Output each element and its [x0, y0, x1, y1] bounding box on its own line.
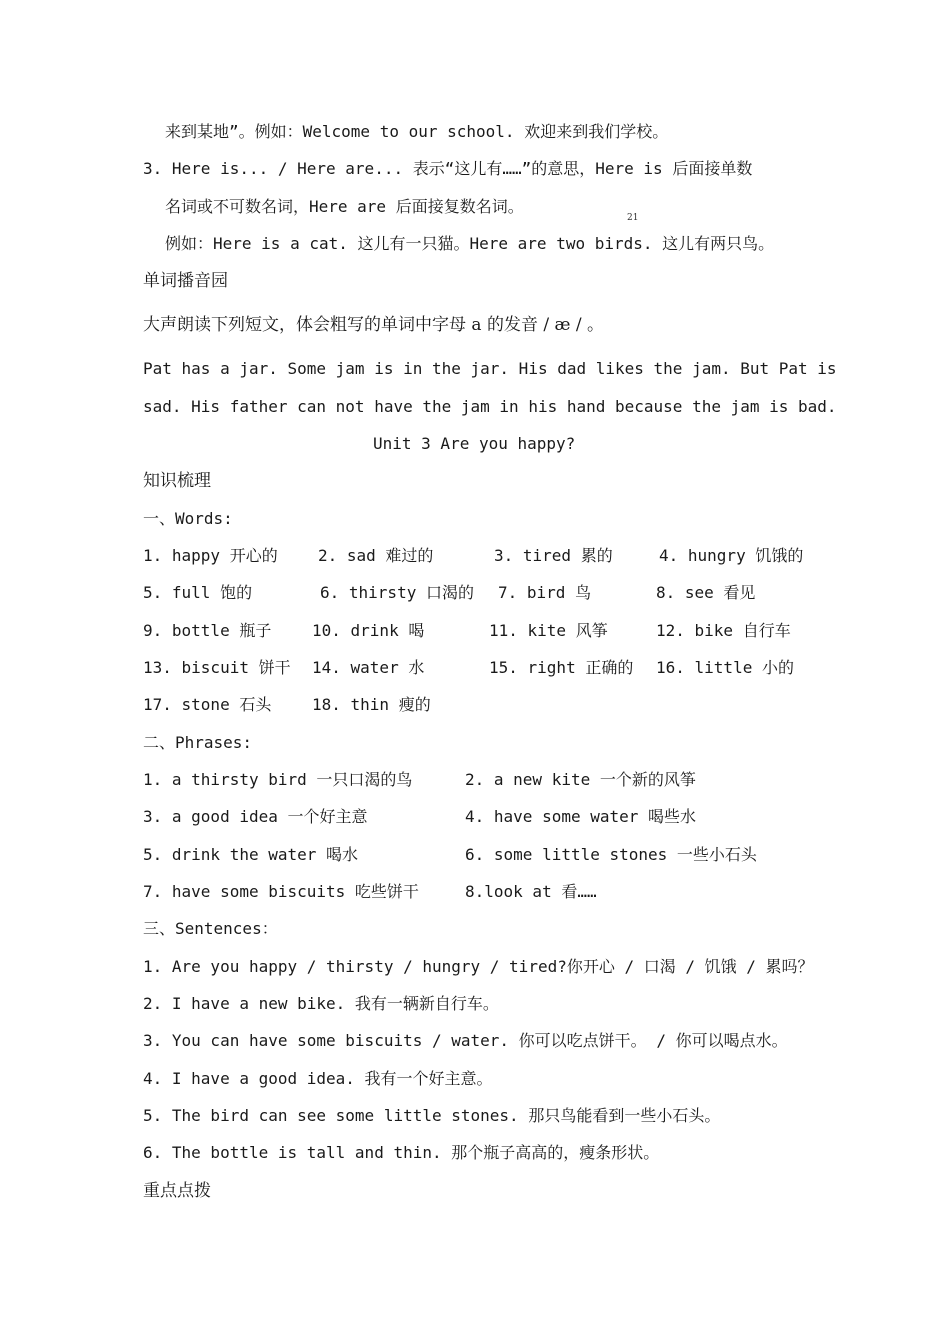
sentence-item: 3. You can have some biscuits / water. 你可以吃点饼干。 / 你可以喝点水。 — [143, 1031, 788, 1050]
sentences-heading: 三、Sentences： — [143, 919, 278, 938]
sentence-item: 5. The bird can see some little stones. 那只鸟能看到一些小石头。 — [143, 1106, 721, 1125]
intro-line-3: 名词或不可数名词，Here are 后面接复数名词。 — [165, 197, 524, 216]
sentence-item: 6. The bottle is tall and thin. 那个瓶子高高的，瘦条形状。 — [143, 1143, 660, 1162]
word-item: 10. drink 喝 — [312, 621, 425, 640]
word-item: 11. kite 风筝 — [489, 621, 608, 640]
phrase-item: 1. a thirsty bird 一只口渴的鸟 — [143, 770, 413, 789]
phonics-heading: 单词播音园 — [143, 271, 228, 291]
phrases-heading: 二、Phrases: — [143, 733, 253, 752]
passage-line-2: sad. His father can not have the jam in his hand because the jam is bad. — [143, 397, 837, 416]
intro-line-1: 来到某地”。例如：Welcome to our school. 欢迎来到我们学校。 — [165, 122, 669, 141]
word-item: 15. right 正确的 — [489, 658, 634, 677]
word-item: 18. thin 瘦的 — [312, 695, 431, 714]
sentence-item: 1. Are you happy / thirsty / hungry / tired?你开心 / 口渴 / 饥饿 / 累吗？ — [143, 957, 814, 976]
word-item: 6. thirsty 口渴的 — [320, 583, 474, 602]
intro-line-2: 3. Here is... / Here are... 表示“这儿有……”的意思，Here is 后面接单数 — [143, 159, 753, 178]
word-item: 3. tired 累的 — [494, 546, 613, 565]
sentence-item: 4. I have a good idea. 我有一个好主意。 — [143, 1069, 493, 1088]
key-points-heading: 重点点拨 — [143, 1181, 211, 1201]
word-item: 1. happy 开心的 — [143, 546, 278, 565]
knowledge-heading: 知识梳理 — [143, 471, 211, 491]
phrase-item: 3. a good idea 一个好主意 — [143, 807, 368, 826]
words-heading: 一、Words: — [143, 509, 233, 528]
word-item: 17. stone 石头 — [143, 695, 272, 714]
phrase-item: 5. drink the water 喝水 — [143, 845, 359, 864]
phrase-item: 7. have some biscuits 吃些饼干 — [143, 882, 419, 901]
word-item: 2. sad 难过的 — [318, 546, 434, 565]
word-item: 12. bike 自行车 — [656, 621, 791, 640]
phrase-item: 8.look at 看…… — [465, 882, 597, 901]
word-item: 5. full 饱的 — [143, 583, 253, 602]
word-item: 9. bottle 瓶子 — [143, 621, 272, 640]
word-item: 16. little 小的 — [656, 658, 794, 677]
word-item: 8. see 看见 — [656, 583, 756, 602]
phrase-item: 6. some little stones 一些小石头 — [465, 845, 757, 864]
page-number: 21 — [627, 213, 639, 223]
intro-line-4: 例如：Here is a cat. 这儿有一只猫。Here are two birds. 这儿有两只鸟。 — [165, 234, 775, 253]
word-item: 4. hungry 饥饿的 — [659, 546, 804, 565]
phonics-instruction: 大声朗读下列短文，体会粗写的单词中字母 a 的发音 / æ / 。 — [143, 315, 604, 335]
word-item: 7. bird 鸟 — [498, 583, 592, 602]
sentence-item: 2. I have a new bike. 我有一辆新自行车。 — [143, 994, 499, 1013]
unit-title: Unit 3 Are you happy? — [373, 434, 576, 453]
passage-line-1: Pat has a jar. Some jam is in the jar. His dad likes the jam. But Pat is — [143, 359, 837, 378]
phrase-item: 2. a new kite 一个新的风筝 — [465, 770, 696, 789]
word-item: 13. biscuit 饼干 — [143, 658, 291, 677]
word-item: 14. water 水 — [312, 658, 425, 677]
phrase-item: 4. have some water 喝些水 — [465, 807, 697, 826]
